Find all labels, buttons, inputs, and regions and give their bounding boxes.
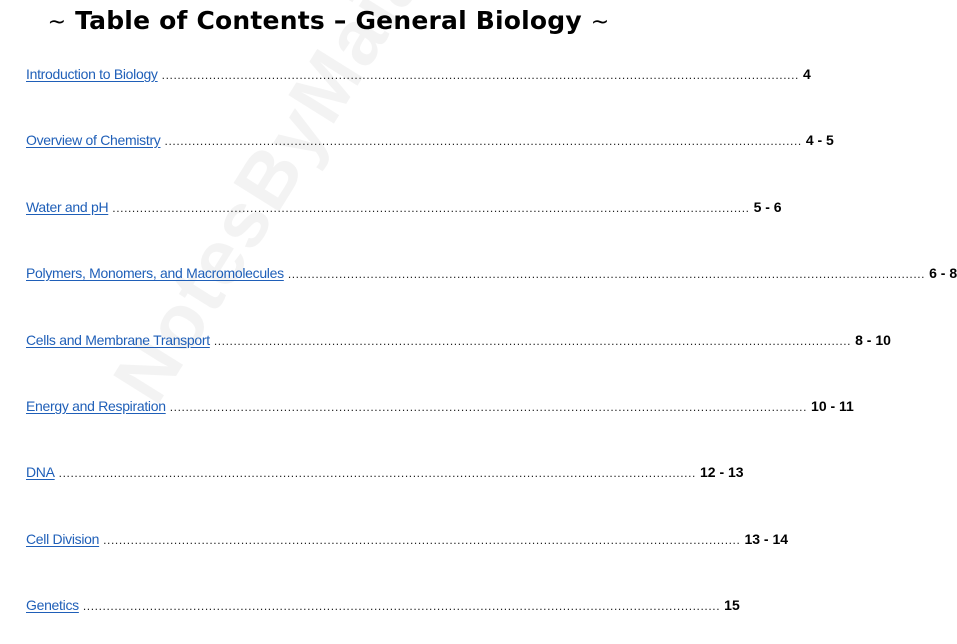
toc-row-energy: [26, 398, 854, 420]
toc-link-energy[interactable]: Energy and Respiration: [26, 398, 166, 414]
toc-pages-genetics: 15: [724, 597, 740, 613]
toc-link-polymers[interactable]: Polymers, Monomers, and Macromolecules: [26, 265, 284, 281]
toc-leader: ..................................................................................................................................................................: [103, 533, 741, 547]
title-tilde-left: ~: [47, 10, 67, 35]
toc-link-dna[interactable]: DNA: [26, 464, 55, 480]
toc-leader: ..................................................................................................................................................................: [287, 267, 926, 281]
toc-link-genetics[interactable]: Genetics: [26, 597, 79, 613]
toc-row-water-ph: [26, 199, 782, 221]
toc-row-polymers: [26, 265, 957, 287]
toc-pages-chemistry: 4 - 5: [805, 132, 834, 148]
toc-link-water-ph[interactable]: Water and pH: [26, 199, 109, 215]
toc-row-chemistry: [26, 132, 834, 154]
toc-pages-cells: 8 - 10: [855, 332, 891, 348]
title-text: Table of Contents – General Biology: [75, 6, 582, 35]
toc-link-cell-division[interactable]: Cell Division: [26, 531, 100, 547]
toc-link-chemistry[interactable]: Overview of Chemistry: [26, 132, 161, 148]
toc-leader: ..................................................................................................................................................................: [161, 68, 799, 82]
toc-leader: ..................................................................................................................................................................: [58, 466, 696, 480]
toc-leader: ..................................................................................................................................................................: [82, 599, 721, 613]
toc-leader: ..................................................................................................................................................................: [169, 400, 808, 414]
toc-row-introduction: [26, 66, 811, 88]
toc-row-genetics: [26, 597, 740, 619]
title-tilde-right: ~: [590, 10, 610, 35]
toc-link-introduction[interactable]: Introduction to Biology: [26, 66, 158, 82]
toc-row-dna: [26, 464, 744, 486]
toc-leader: ..................................................................................................................................................................: [213, 334, 852, 348]
toc-pages-polymers: 6 - 8: [929, 265, 957, 281]
toc-pages-energy: 10 - 11: [811, 398, 854, 414]
toc-link-cells[interactable]: Cells and Membrane Transport: [26, 332, 210, 348]
toc-row-cell-division: [26, 531, 789, 553]
page-title: [0, 6, 657, 35]
toc-pages-dna: 12 - 13: [699, 464, 744, 480]
toc-pages-cell-division: 13 - 14: [744, 531, 789, 547]
toc-leader: ..................................................................................................................................................................: [112, 201, 750, 215]
toc-row-cells: [26, 332, 891, 354]
toc-pages-introduction: 4: [802, 66, 811, 82]
toc-pages-water-ph: 5 - 6: [753, 199, 782, 215]
toc-leader: ..................................................................................................................................................................: [164, 134, 802, 148]
